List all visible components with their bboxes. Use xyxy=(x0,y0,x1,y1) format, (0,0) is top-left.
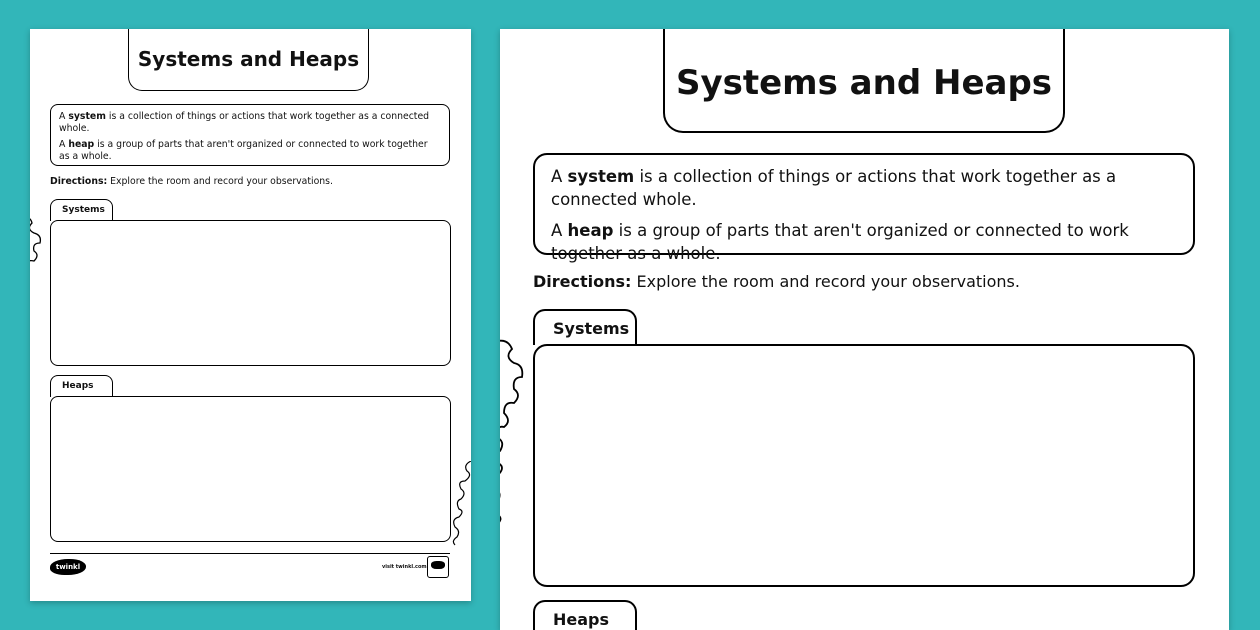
badge-icon xyxy=(427,556,449,578)
visit-link: visit twinkl.com xyxy=(382,564,427,570)
heaps-observation-box[interactable] xyxy=(50,396,451,542)
twinkl-logo-icon: twinkl xyxy=(50,559,86,575)
worksheet-page-zoomed xyxy=(500,29,1229,630)
system-definition: A system is a collection of things or actions that work together as a connected whole. xyxy=(551,167,1117,210)
systems-observation-box[interactable] xyxy=(50,220,451,366)
heap-definition: A heap is a group of parts that aren't organized or connected to work together as a whole. xyxy=(551,221,1129,264)
definitions-box xyxy=(50,104,450,166)
footer-divider xyxy=(50,553,450,554)
heaps-label-tab: Heaps xyxy=(50,375,113,397)
directions: Directions: Explore the room and record your observations. xyxy=(50,176,333,187)
directions: Directions: Explore the room and record your observations. xyxy=(533,272,1020,291)
gear-icon xyxy=(449,461,471,551)
definitions-box xyxy=(533,153,1195,264)
systems-observation-box[interactable] xyxy=(533,344,1195,587)
gear-icon xyxy=(500,339,534,539)
heap-definition: A heap is a group of parts that aren't organized or connected to work together as a whole. xyxy=(59,139,428,162)
worksheet-page-thumbnail xyxy=(30,29,471,601)
worksheet-title: Systems and Heaps xyxy=(663,29,1065,133)
systems-label-tab: Systems xyxy=(533,309,637,345)
systems-label-tab: Systems xyxy=(50,199,113,221)
heaps-label-tab: Heaps xyxy=(533,600,637,630)
system-definition: A system is a collection of things or actions that work together as a connected whole. xyxy=(59,111,430,134)
worksheet-title: Systems and Heaps xyxy=(128,29,369,91)
